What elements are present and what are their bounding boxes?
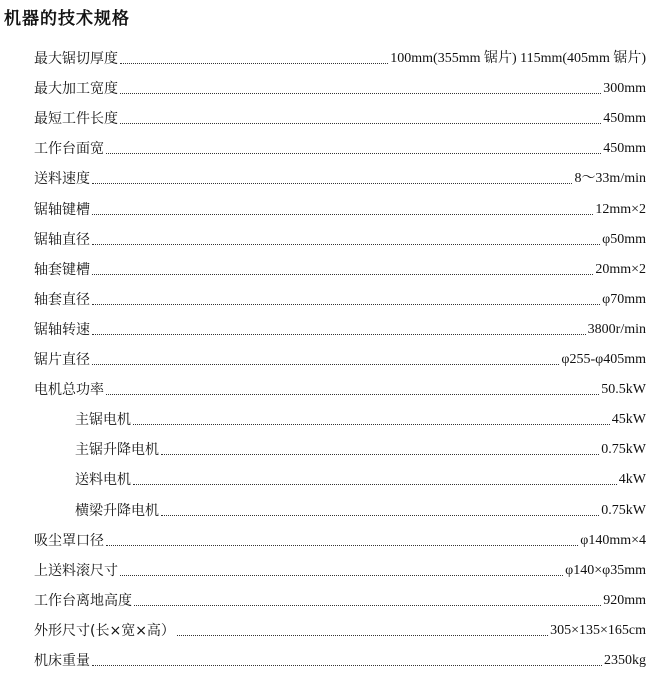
spec-value: φ140mm×4	[580, 532, 646, 548]
spec-value: 0.75kW	[601, 502, 646, 518]
spec-value: 45kW	[611, 412, 646, 428]
spec-row	[75, 498, 646, 520]
spec-row	[34, 166, 646, 188]
spec-row	[34, 558, 646, 580]
spec-label: 送料速度	[34, 171, 90, 188]
spec-label: 轴套键槽	[34, 261, 90, 278]
spec-label: 锯轴键槽	[34, 201, 90, 218]
dot-leader	[177, 635, 548, 636]
spec-value: 3800r/min	[587, 321, 646, 337]
spec-row	[34, 76, 646, 98]
spec-label: 锯轴直径	[34, 231, 90, 248]
dot-leader	[106, 153, 601, 154]
spec-row	[34, 46, 646, 68]
spec-label: 外形尺寸(长×宽×高）	[34, 622, 175, 639]
spec-value: φ140×φ35mm	[565, 562, 646, 578]
spec-value: φ70mm	[602, 291, 646, 307]
dot-leader	[92, 183, 572, 184]
dot-leader	[120, 93, 601, 94]
spec-label: 工作台离地高度	[34, 592, 132, 609]
spec-value: 305×135×165cm	[550, 622, 646, 638]
dot-leader	[92, 274, 593, 275]
spec-label: 主锯电机	[75, 412, 131, 429]
page-title: 机器的技术规格	[4, 9, 130, 29]
dot-leader	[134, 605, 601, 606]
spec-value: 450mm	[603, 111, 646, 127]
dot-leader	[133, 424, 610, 425]
dot-leader	[106, 394, 599, 395]
spec-label: 锯片直径	[34, 352, 90, 368]
dot-leader	[92, 244, 600, 245]
spec-label: 最大锯切厚度	[34, 51, 118, 67]
spec-label: 锯轴转速	[34, 321, 90, 338]
spec-row	[34, 377, 646, 399]
spec-row	[75, 407, 646, 429]
spec-value: 300mm	[603, 81, 646, 97]
spec-row	[34, 317, 646, 339]
dot-leader	[120, 63, 388, 64]
spec-label: 吸尘罩口径	[34, 532, 104, 549]
spec-value: φ50mm	[602, 231, 646, 247]
spec-row	[34, 618, 646, 640]
spec-value: 8～33m/min	[574, 171, 646, 187]
spec-row	[34, 106, 646, 128]
spec-value: 12mm×2	[595, 201, 646, 217]
spec-row	[34, 136, 646, 158]
spec-label: 工作台面宽	[34, 141, 104, 158]
spec-value: 2350kg	[604, 653, 646, 668]
spec-label: 横梁升降电机	[75, 502, 159, 519]
spec-label: 电机总功率	[34, 382, 104, 399]
spec-value: 0.75kW	[601, 442, 646, 458]
spec-row	[34, 648, 646, 670]
dot-leader	[92, 665, 602, 666]
spec-row	[34, 287, 646, 309]
spec-row	[34, 588, 646, 610]
dot-leader	[120, 575, 563, 576]
spec-value: φ255-φ405mm	[561, 352, 646, 367]
spec-value: 50.5kW	[601, 382, 646, 398]
spec-value: 4kW	[618, 472, 646, 488]
spec-row	[75, 467, 646, 489]
dot-leader	[133, 484, 617, 485]
dot-leader	[120, 123, 601, 124]
dot-leader	[92, 364, 559, 365]
dot-leader	[92, 214, 593, 215]
spec-value: 450mm	[603, 141, 646, 157]
spec-value: 20mm×2	[595, 261, 646, 277]
spec-label: 轴套直径	[34, 291, 90, 308]
spec-label: 最短工件长度	[34, 111, 118, 128]
spec-row	[34, 227, 646, 249]
spec-label: 送料电机	[75, 472, 131, 489]
dot-leader	[161, 454, 599, 455]
dot-leader	[92, 334, 586, 335]
spec-label: 机床重量	[34, 653, 90, 669]
spec-row	[34, 347, 646, 369]
spec-value: 920mm	[603, 592, 646, 608]
spec-label: 上送料滚尺寸	[34, 562, 118, 579]
spec-row	[34, 197, 646, 219]
spec-row	[34, 257, 646, 279]
spec-row	[34, 528, 646, 550]
spec-value: 100mm(355mm 锯片) 115mm(405mm 锯片)	[390, 51, 646, 66]
spec-label: 最大加工宽度	[34, 81, 118, 98]
dot-leader	[92, 304, 600, 305]
spec-row	[75, 437, 646, 459]
dot-leader	[106, 545, 578, 546]
spec-label: 主锯升降电机	[75, 442, 159, 459]
dot-leader	[161, 515, 599, 516]
